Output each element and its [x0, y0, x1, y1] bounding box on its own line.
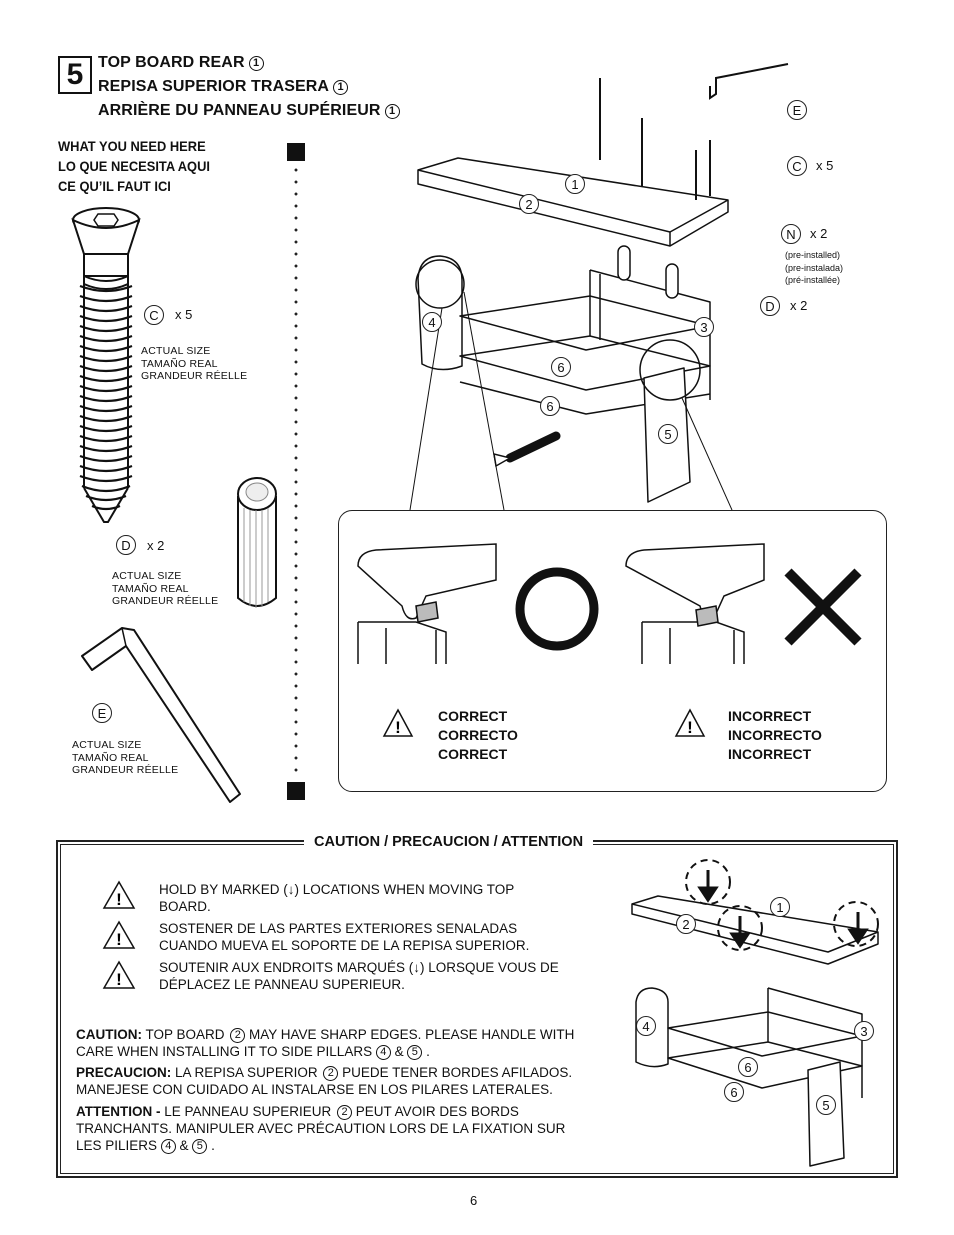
incorrect-mark-icon [782, 566, 864, 648]
incorrect-text: INCORRECT INCORRECTO INCORRECT [728, 708, 822, 762]
svg-text:!: ! [395, 718, 401, 737]
caution-callout-2: 2 [676, 914, 696, 934]
need-heading-es: LO QUE NECESITA AQUI [58, 158, 210, 174]
correct-detail-illustration [356, 542, 506, 664]
need-heading-fr: CE QU’IL FAUT ICI [58, 178, 171, 194]
part-d-qty: x 2 [147, 538, 165, 553]
step-title-fr: ARRIÈRE DU PANNEAU SUPÉRIEUR 1 [98, 102, 400, 120]
incorrect-detail-illustration [624, 542, 774, 664]
hardware-d-qty: x 2 [790, 298, 808, 313]
hardware-d-label: D [760, 296, 780, 316]
step-number: 5 [58, 56, 92, 94]
part-c-size-note: ACTUAL SIZE TAMAÑO REAL GRANDEUR RÉELLE [141, 345, 248, 382]
divider-top-block [287, 143, 305, 161]
correct-mark-icon [514, 566, 600, 652]
warning-icon-incorrect [674, 708, 706, 738]
caution-callout-4: 4 [636, 1016, 656, 1036]
callout-1: 1 [565, 174, 585, 194]
correct-text: CORRECT CORRECTO CORRECT [438, 708, 518, 762]
screw-c-illustration [66, 206, 146, 526]
part-c-qty: x 5 [175, 307, 193, 322]
step-title-en: TOP BOARD REAR 1 [98, 54, 264, 72]
callout-4: 4 [422, 312, 442, 332]
caution-callout-3: 3 [854, 1021, 874, 1041]
caution-callout-6b: 6 [724, 1082, 744, 1102]
dowel-d-illustration [234, 474, 280, 614]
page-number: 6 [470, 1193, 478, 1208]
assembly-diagram [410, 60, 750, 510]
svg-text:!: ! [687, 718, 693, 737]
hardware-c-qty: x 5 [816, 158, 834, 173]
part-e-label: E [92, 703, 112, 723]
divider-bottom-block [287, 782, 305, 800]
warning-icon-correct [382, 708, 414, 738]
hardware-c-label: C [787, 156, 807, 176]
caution-callout-6a: 6 [738, 1057, 758, 1077]
warning-icon-3 [102, 960, 136, 990]
caution-title: CAUTION / PRECAUCION / ATTENTION [304, 831, 593, 853]
warning-icon-1 [102, 880, 136, 910]
svg-text:!: ! [116, 890, 122, 909]
callout-2: 2 [519, 194, 539, 214]
svg-text:!: ! [116, 930, 122, 949]
warning-text-es: SOSTENER DE LAS PARTES EXTERIORES SENALADAS CUANDO MUEVA EL SOPORTE DE LA REPISA SUPERIOR. [159, 921, 530, 953]
dotted-divider [294, 164, 298, 780]
warning-text-fr: SOUTENIR AUX ENDROITS MARQUÉS (↓) LORSQUE VOUS DE DÉPLACEZ LE PANNEAU SUPERIEUR. [159, 960, 559, 992]
caution-callout-5: 5 [816, 1095, 836, 1115]
part-c-label: C [144, 305, 164, 325]
hardware-e-label: E [787, 100, 807, 120]
part-d-label: D [116, 535, 136, 555]
caution-paragraph-es: PRECAUCION: LA REPISA SUPERIOR 2 PUEDE TENER BORDES AFILADOS. MANEJESE CON CUIDADO AL INSTALARSE EN LOS PILARES LATERALES. [76, 1065, 573, 1097]
part-d-size-note: ACTUAL SIZE TAMAÑO REAL GRANDEUR RÉELLE [112, 570, 219, 607]
hardware-n-label: N [781, 224, 801, 244]
callout-3: 3 [694, 317, 714, 337]
warning-text-en: HOLD BY MARKED (↓) LOCATIONS WHEN MOVING TOP BOARD. [159, 882, 515, 914]
caution-paragraph-fr: ATTENTION - LE PANNEAU SUPERIEUR 2 PEUT AVOIR DES BORDS TRANCHANTS. MANIPULER AVEC PRÉCAUTION LORS DE LA FIXATION SUR LES PILIERS 4 & 5 . [76, 1104, 566, 1153]
caution-diagram [628, 852, 884, 1170]
callout-6a: 6 [551, 357, 571, 377]
need-heading-en: WHAT YOU NEED HERE [58, 138, 206, 154]
hold-arrow-icon: ↓ [287, 882, 295, 897]
hardware-n-qty: x 2 [810, 226, 828, 241]
hold-arrow-icon: ↓ [413, 960, 421, 975]
caution-callout-1: 1 [770, 897, 790, 917]
callout-5: 5 [658, 424, 678, 444]
caution-paragraph-en: CAUTION: TOP BOARD 2 MAY HAVE SHARP EDGES. PLEASE HANDLE WITH CARE WHEN INSTALLING IT TO SIDE PILLARS 4 & 5 . [76, 1027, 575, 1059]
svg-text:!: ! [116, 970, 122, 989]
warning-icon-2 [102, 920, 136, 950]
preinstalled-note: (pre-installed) (pre-instalada) (pré-installée) [785, 250, 844, 285]
part-e-size-note: ACTUAL SIZE TAMAÑO REAL GRANDEUR RÉELLE [72, 739, 179, 776]
step-title-es: REPISA SUPERIOR TRASERA 1 [98, 78, 348, 96]
callout-6b: 6 [540, 396, 560, 416]
